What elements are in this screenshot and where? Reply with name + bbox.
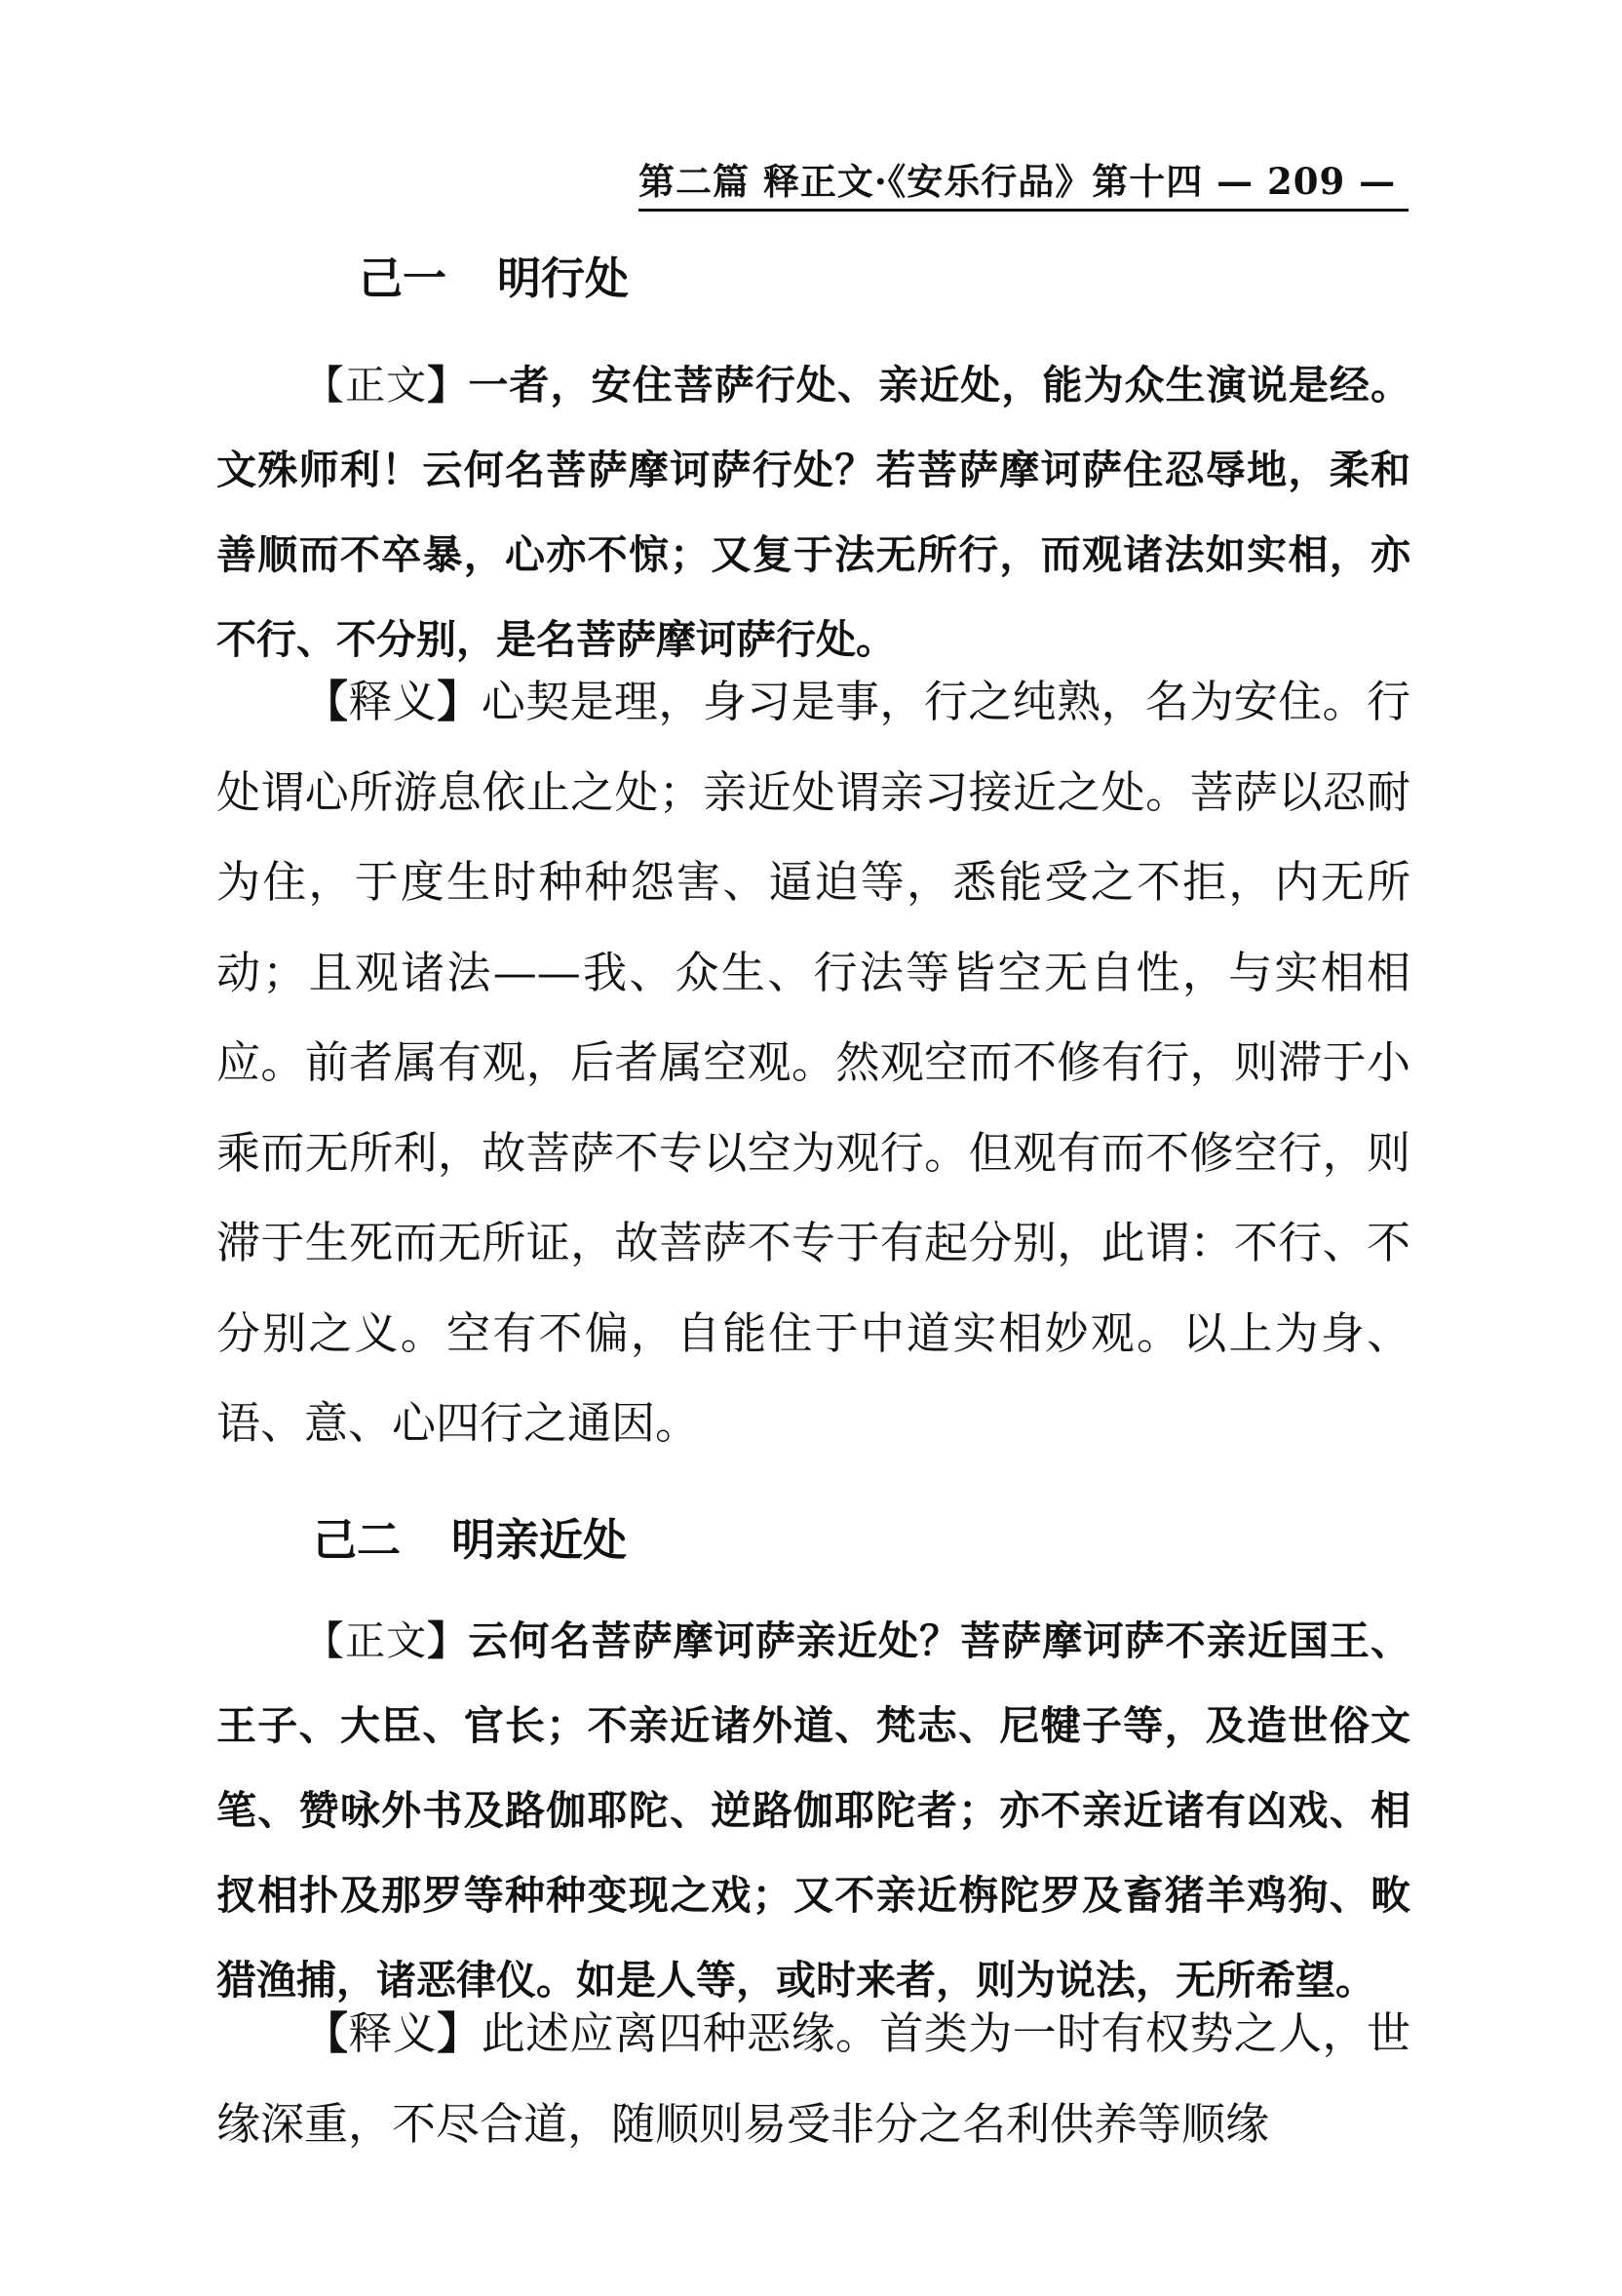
section-1-commentary-text: 心契是理，身习是事，行之纯熟，名为安住。行处谓心所游息依止之处；亲近处谓亲习接近之处。菩萨以忍耐为住，于度生时种种怨害、逼迫等，悉能受之不拒，内无所动；且观诸法——我、众生、行法等皆空无自性，与实相相应。前者属有观，后者属空观。然观空而不修有行，则滞于小乘而无所利，故菩萨不专以空为观行。但观有而不修空行，则滞于生死而无所证，故菩萨不专于有起分别，此谓：不行、不分别之义。空有不偏，自能住于中道实相妙观。以上为身、语、意、心四行之通因。 <box>216 676 1410 1449</box>
section-1-sutra-paragraph <box>216 343 1410 682</box>
section-1-title: 明行处 <box>497 253 630 304</box>
section-2-sutra-label: 【正文】 <box>304 1617 469 1664</box>
section-2-sutra-paragraph <box>216 1599 1410 2023</box>
section-1-commentary-paragraph <box>216 657 1410 1469</box>
section-2-sutra-text: 云何名菩萨摩诃萨亲近处？菩萨摩诃萨不亲近国王、王子、大臣、官长；不亲近诸外道、梵志、尼犍子等，及造世俗文笔、赞咏外书及路伽耶陀、逆路伽耶陀者；亦不亲近诸有凶戏、相扠相扑及那罗等种种变现之戏；又不亲近栴陀罗及畜猪羊鸡狗、畋猎渔捕，诸恶律仪。如是人等，或时来者，则为说法，无所希望。 <box>216 1617 1411 2004</box>
section-2-commentary-label: 【释义】 <box>304 2007 482 2059</box>
section-1-sutra-label: 【正文】 <box>304 362 469 409</box>
section-1-commentary-label: 【释义】 <box>304 676 482 727</box>
section-2-number: 己二 <box>313 1514 402 1566</box>
section-1-sutra-text: 一者，安住菩萨行处、亲近处，能为众生演说是经。文殊师利！云何名菩萨摩诃萨行处？若菩萨摩诃萨住忍辱地，柔和善顺而不卒暴，心亦不惊；又复于法无所行，而观诸法如实相，亦不行、不分别，是名菩萨摩诃萨行处。 <box>216 362 1411 663</box>
section-heading-2 <box>313 1511 627 1570</box>
section-1-number: 己一 <box>359 253 447 304</box>
section-2-commentary-paragraph <box>216 1989 1410 2169</box>
running-header: 第二篇 释正文·《安乐行品》第十四 — 209 — <box>638 160 1397 203</box>
header-rule <box>638 209 1409 212</box>
section-2-commentary-text: 此述应离四种恶缘。首类为一时有权势之人，世缘深重，不尽合道，随顺则易受非分之名利供养等顺缘 <box>216 2007 1410 2150</box>
section-heading-1 <box>359 250 629 308</box>
section-2-title: 明亲近处 <box>451 1514 628 1566</box>
